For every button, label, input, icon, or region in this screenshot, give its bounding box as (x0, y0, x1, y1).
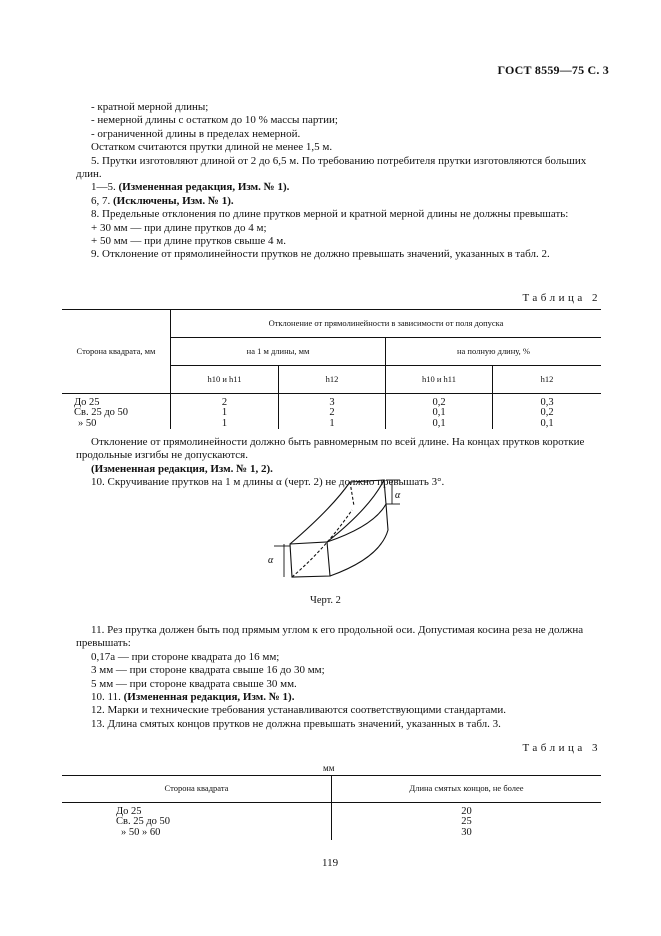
table-cell: 2 (221, 397, 228, 408)
table-cell: 0,2 (432, 397, 446, 408)
paragraph-11: 11. Рез прутка должен быть под прямым углом к его продольной оси. Допустимая косина реза не должна превышать: (76, 624, 584, 650)
edit-note: (Измененная редакция, Изм. № 1, 2). (91, 462, 273, 475)
table-cell: 25 (461, 816, 472, 828)
table-2-cell-side (62, 394, 171, 430)
paragraph-1-5 (76, 181, 601, 194)
table-2-col-d (493, 394, 602, 430)
figure-label-left: α (268, 555, 274, 566)
table-cell: 3 (329, 397, 335, 408)
paragraph-number: 1—5. (91, 181, 116, 194)
edit-note: (Измененная редакция, Изм. № 1). (118, 181, 290, 194)
table-cell: 0,2 (540, 407, 554, 419)
list-item: - ограниченной длины в пределах немерной. (91, 127, 301, 140)
paragraph-6-7 (76, 195, 601, 208)
paragraph-uniform: Отклонение от прямолинейности должно быть равномерным по всей длине. На концах прутков короткие продольные изгибы не допускаются. (76, 436, 585, 462)
paragraph-10: 10. Скручивание прутков на 1 м длины α (черт. 2) не должно превышать 3°. (91, 476, 445, 489)
paragraph-8: 8. Предельные отклонения по длине прутков мерной и кратной мерной длины не должны превышать: (91, 208, 569, 221)
paragraph-8-b: + 50 мм — при длине прутков свыше 4 м. (91, 235, 286, 248)
table-2-header-h10-2: h10 и h11 (386, 366, 493, 394)
edit-note: (Исключены, Изм. № 1). (113, 194, 234, 207)
figure-label-right: α (395, 490, 401, 501)
table-cell: 0,1 (432, 407, 446, 419)
table-2 (62, 309, 601, 429)
table-2-header-1m: на 1 м длины, мм (171, 338, 386, 366)
list-item: - немерной длины с остатком до 10 % массы партии; (91, 114, 338, 127)
table-row: Св. 25 до 50 (74, 407, 129, 419)
edit-note: (Измененная редакция, Изм. № 1). (123, 691, 295, 704)
table-2-header-side: Сторона квадрата, мм (62, 310, 171, 394)
page-number: 119 (322, 857, 339, 869)
text-block-1 (76, 101, 601, 262)
table-3 (62, 775, 601, 840)
paragraph-8-a: + 30 мм — при длине прутков до 4 м; (91, 221, 267, 234)
paragraph-11-b: 3 мм — при стороне квадрата свыше 16 до 30 мм; (91, 664, 325, 677)
paragraph-11-c: 5 мм — при стороне квадрата свыше 30 мм. (91, 677, 297, 690)
table-2-col-c (386, 394, 493, 430)
paragraph-10-11 (76, 691, 601, 704)
table-2-col-b (279, 394, 386, 430)
table-cell: 30 (461, 826, 472, 838)
table-2-header-group: Отклонение от прямолинейности в зависимости от поля допуска (171, 310, 602, 338)
list-item: - кратной мерной длины; (91, 101, 209, 113)
paragraph-number: 10. 11. (91, 691, 121, 704)
table-3-caption: Таблица 3 (522, 742, 601, 754)
table-cell: 1 (221, 417, 228, 429)
paragraph-5: 5. Прутки изготовляют длиной от 2 до 6,5 м. По требованию потребителя прутки изготовляются больших длин. (76, 154, 587, 181)
table-2-header-h12-2: h12 (493, 366, 602, 394)
paragraph-11-a: 0,17a — при стороне квадрата до 16 мм; (91, 650, 280, 663)
paragraph-number: 6, 7. (91, 194, 111, 207)
table-3-col-side (62, 803, 332, 841)
table-2-caption: Таблица 2 (522, 292, 601, 304)
paragraph-12: 12. Марки и технические требования устанавливаются соответствующими стандартами. (91, 704, 507, 717)
table-2-header-full: на полную длину, % (386, 338, 602, 366)
page-header: ГОСТ 8559—75 С. 3 (497, 63, 609, 77)
table-cell: 0,3 (540, 397, 554, 408)
table-3-header-side: Сторона квадрата (62, 776, 332, 803)
table-row: До 25 (74, 397, 100, 408)
table-row: » 50 (78, 417, 97, 429)
table-cell: 1 (221, 407, 228, 419)
table-cell: 0,1 (432, 417, 446, 429)
paragraph-remainder: Остатком считаются прутки длиной не менее 1,5 м. (91, 141, 333, 154)
table-row: » 50 » 60 (121, 826, 161, 838)
table-3-header-length: Длина смятых концов, не более (332, 776, 602, 803)
paragraph-9: 9. Отклонение от прямолинейности прутков не должно превышать значений, указанных в табл. 2. (91, 248, 550, 261)
table-cell: 1 (329, 417, 335, 429)
table-row: До 25 (116, 806, 142, 817)
table-cell: 20 (461, 806, 472, 817)
table-2-header-h10-1: h10 и h11 (171, 366, 279, 394)
text-block-3 (76, 624, 601, 731)
table-cell: 0,1 (540, 417, 554, 429)
table-row: Св. 25 до 50 (116, 816, 171, 828)
twisted-bar-figure (262, 478, 412, 588)
figure-caption: Черт. 2 (310, 595, 341, 606)
paragraph-13: 13. Длина смятых концов прутков не должна превышать значений, указанных в табл. 3. (91, 717, 501, 730)
table-3-col-length (332, 803, 602, 841)
table-2-col-a (171, 394, 279, 430)
table-3-unit: мм (323, 763, 335, 773)
table-2-header-h12-1: h12 (279, 366, 386, 394)
table-cell: 2 (329, 407, 335, 419)
